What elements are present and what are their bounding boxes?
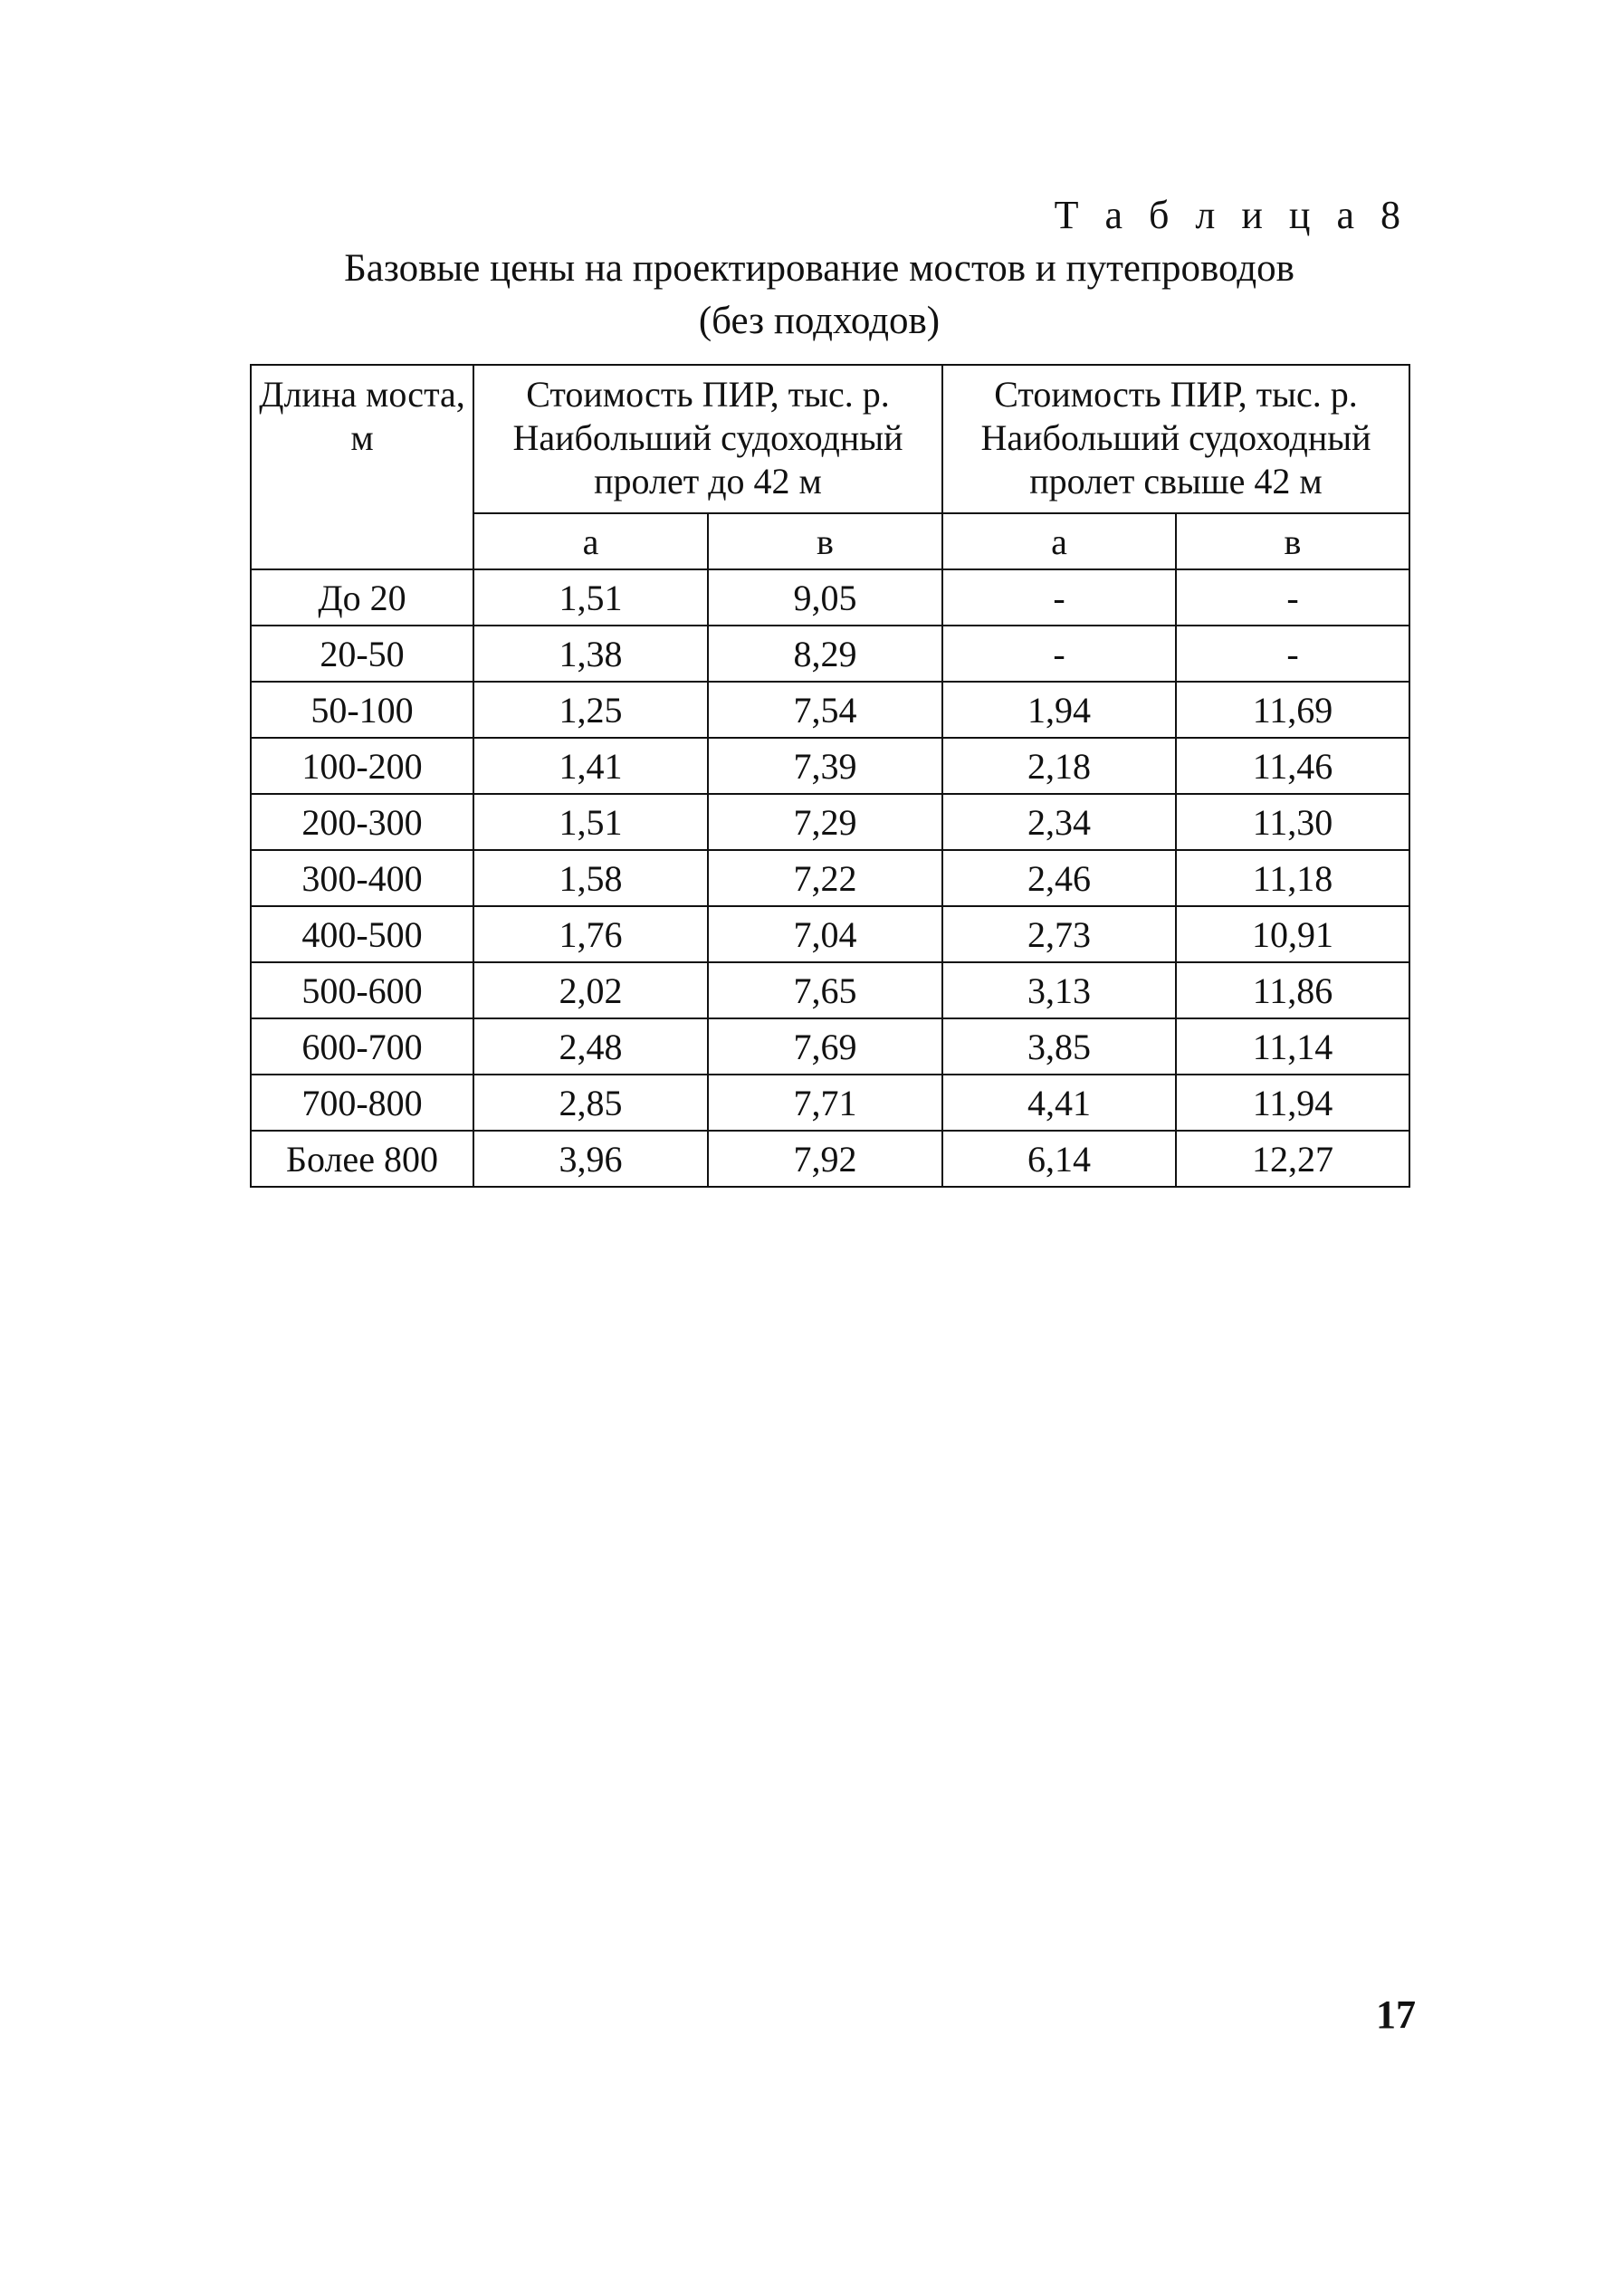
table-row xyxy=(251,1075,1409,1131)
header-group-up-to-42-line-2: Наибольший судоходный xyxy=(512,417,903,458)
cell-b-up-to-42: 7,22 xyxy=(708,850,942,906)
cell-b-over-42: 11,14 xyxy=(1176,1018,1409,1075)
cell-a-over-42: 2,34 xyxy=(942,794,1176,850)
cell-length: 300-400 xyxy=(251,850,473,906)
cell-b-up-to-42: 7,71 xyxy=(708,1075,942,1131)
cell-a-up-to-42: 1,41 xyxy=(473,738,708,794)
cell-length: 50-100 xyxy=(251,682,473,738)
cell-b-up-to-42: 7,29 xyxy=(708,794,942,850)
subheader-a-2: а xyxy=(942,513,1176,569)
cell-b-over-42: 11,69 xyxy=(1176,682,1409,738)
cell-b-up-to-42: 7,92 xyxy=(708,1131,942,1187)
cell-a-up-to-42: 1,51 xyxy=(473,794,708,850)
header-row xyxy=(251,365,1409,513)
cell-length: До 20 xyxy=(251,569,473,626)
cell-length: 500-600 xyxy=(251,962,473,1018)
cell-length: 100-200 xyxy=(251,738,473,794)
cell-b-over-42: 12,27 xyxy=(1176,1131,1409,1187)
table-body xyxy=(251,569,1409,1187)
table-row xyxy=(251,738,1409,794)
cell-a-up-to-42: 1,38 xyxy=(473,626,708,682)
cell-length: 20-50 xyxy=(251,626,473,682)
table-row xyxy=(251,962,1409,1018)
header-bridge-length-line-1: Длина моста, xyxy=(259,374,465,415)
table-row xyxy=(251,682,1409,738)
cell-b-over-42: 11,46 xyxy=(1176,738,1409,794)
cell-a-over-42: - xyxy=(942,626,1176,682)
cell-a-over-42: 2,73 xyxy=(942,906,1176,962)
cell-b-over-42: 10,91 xyxy=(1176,906,1409,962)
cell-a-up-to-42: 2,85 xyxy=(473,1075,708,1131)
cell-a-up-to-42: 2,48 xyxy=(473,1018,708,1075)
header-group-up-to-42 xyxy=(473,365,942,513)
table-title xyxy=(272,243,1367,348)
cell-b-up-to-42: 7,69 xyxy=(708,1018,942,1075)
header-group-over-42-line-1: Стоимость ПИР, тыс. р. xyxy=(994,374,1358,415)
page-number: 17 xyxy=(1376,1992,1416,2037)
cell-b-up-to-42: 8,29 xyxy=(708,626,942,682)
cell-a-over-42: 1,94 xyxy=(942,682,1176,738)
table-row xyxy=(251,626,1409,682)
cell-a-over-42: 2,18 xyxy=(942,738,1176,794)
cell-a-up-to-42: 1,51 xyxy=(473,569,708,626)
cell-length: 400-500 xyxy=(251,906,473,962)
subheader-b-2: в xyxy=(1176,513,1409,569)
header-group-up-to-42-line-1: Стоимость ПИР, тыс. р. xyxy=(526,374,890,415)
cell-b-over-42: - xyxy=(1176,626,1409,682)
cell-a-over-42: 4,41 xyxy=(942,1075,1176,1131)
cell-length: 600-700 xyxy=(251,1018,473,1075)
cell-a-over-42: 2,46 xyxy=(942,850,1176,906)
cell-a-up-to-42: 1,76 xyxy=(473,906,708,962)
cell-b-up-to-42: 7,65 xyxy=(708,962,942,1018)
cell-a-up-to-42: 2,02 xyxy=(473,962,708,1018)
cell-b-over-42: 11,86 xyxy=(1176,962,1409,1018)
cell-b-over-42: - xyxy=(1176,569,1409,626)
title-line-1: Базовые цены на проектирование мостов и путепроводов xyxy=(344,247,1294,290)
header-bridge-length-line-2: м xyxy=(350,417,374,458)
table-row xyxy=(251,906,1409,962)
subheader-b-1: в xyxy=(708,513,942,569)
cell-b-up-to-42: 7,39 xyxy=(708,738,942,794)
cell-a-over-42: - xyxy=(942,569,1176,626)
header-group-over-42-line-3: пролет свыше 42 м xyxy=(1029,461,1323,502)
cell-a-up-to-42: 1,25 xyxy=(473,682,708,738)
header-group-over-42 xyxy=(942,365,1409,513)
table-row xyxy=(251,569,1409,626)
header-group-up-to-42-line-3: пролет до 42 м xyxy=(594,461,822,502)
cell-b-over-42: 11,30 xyxy=(1176,794,1409,850)
header-group-over-42-line-2: Наибольший судоходный xyxy=(980,417,1371,458)
table-row xyxy=(251,794,1409,850)
table-row xyxy=(251,1131,1409,1187)
cell-b-over-42: 11,18 xyxy=(1176,850,1409,906)
cell-length: 700-800 xyxy=(251,1075,473,1131)
cell-a-up-to-42: 3,96 xyxy=(473,1131,708,1187)
cell-a-over-42: 3,85 xyxy=(942,1018,1176,1075)
cell-b-up-to-42: 9,05 xyxy=(708,569,942,626)
cell-a-up-to-42: 1,58 xyxy=(473,850,708,906)
table-row xyxy=(251,850,1409,906)
cell-b-up-to-42: 7,54 xyxy=(708,682,942,738)
cell-b-over-42: 11,94 xyxy=(1176,1075,1409,1131)
price-table xyxy=(250,364,1410,1188)
table-row xyxy=(251,1018,1409,1075)
cell-length: Более 800 xyxy=(251,1131,473,1187)
title-line-2: (без подходов) xyxy=(698,300,941,342)
header-bridge-length xyxy=(251,365,473,569)
cell-a-over-42: 3,13 xyxy=(942,962,1176,1018)
subheader-a-1: а xyxy=(473,513,708,569)
table-label: Т а б л и ц а 8 xyxy=(1054,193,1409,237)
cell-a-over-42: 6,14 xyxy=(942,1131,1176,1187)
cell-length: 200-300 xyxy=(251,794,473,850)
cell-b-up-to-42: 7,04 xyxy=(708,906,942,962)
